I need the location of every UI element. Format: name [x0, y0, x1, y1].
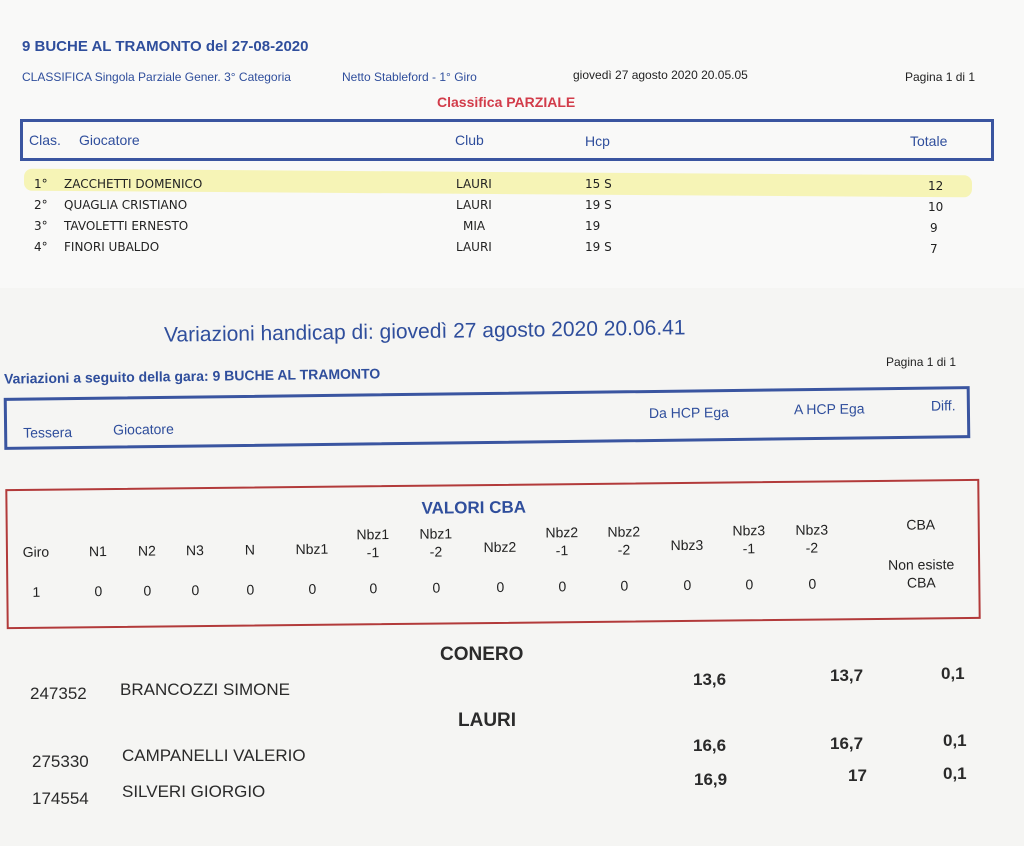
cba-col-header: Nbz3 -1 [732, 522, 766, 557]
col-header-player: Giocatore [79, 132, 140, 148]
rank-pos: 4° [34, 240, 48, 254]
to-hcp: 17 [848, 766, 867, 785]
rank-hcp: 15 S [585, 177, 612, 191]
col-header-diff: Diff. [930, 397, 956, 414]
page-number: Pagina 1 di 1 [905, 70, 976, 84]
rank-club: MIA [463, 219, 486, 233]
card-number: 247352 [30, 684, 87, 703]
cba-col-header: N2 [137, 542, 156, 559]
cba-value: Non esiste CBA [887, 556, 955, 591]
report-format: Netto Stableford - 1° Giro [342, 70, 477, 84]
cba-value: 0 [94, 583, 103, 600]
cba-value: 0 [246, 581, 255, 598]
report-subtitle: CLASSIFICA Singola Parziale Gener. 3° Categoria [22, 70, 291, 84]
hcp-diff: 0,1 [941, 664, 965, 683]
cba-value: 0 [620, 577, 629, 594]
col-header-pos: Clas. [29, 132, 61, 148]
cba-col-header: Nbz2 -1 [545, 524, 579, 559]
rank-player: TAVOLETTI ERNESTO [64, 219, 189, 233]
rank-pos: 3° [34, 219, 48, 233]
rank-player: FINORI UBALDO [64, 240, 160, 254]
col-header-player: Giocatore [113, 420, 174, 438]
cba-value: 0 [308, 580, 317, 597]
card-number: 174554 [32, 789, 89, 808]
card-number: 275330 [32, 752, 89, 771]
cba-values-box [5, 479, 980, 629]
cba-title: VALORI CBA [421, 497, 527, 518]
table-header-box [20, 119, 994, 161]
from-hcp: 13,6 [693, 670, 727, 689]
rank-total: 12 [928, 179, 944, 193]
club-name: CONERO [440, 644, 524, 665]
cba-col-header: Nbz1 -2 [419, 525, 453, 560]
from-hcp: 16,6 [693, 736, 727, 755]
cba-value: 0 [496, 578, 505, 595]
cba-col-header: Nbz3 -2 [795, 521, 829, 556]
club-name: LAURI [458, 710, 517, 731]
col-header-to-hcp: A HCP Ega [793, 400, 865, 418]
sheet-classifica [0, 0, 1024, 292]
col-header-card: Tessera [23, 424, 73, 441]
report-title: 9 BUCHE AL TRAMONTO del 27-08-2020 [22, 38, 309, 55]
cba-value: 0 [558, 578, 567, 595]
rank-club: LAURI [456, 177, 492, 191]
rank-club: LAURI [456, 240, 492, 254]
col-header-club: Club [455, 132, 484, 148]
report-datetime: giovedì 27 agosto 2020 20.05.05 [573, 68, 748, 82]
col-header-total: Totale [910, 133, 948, 149]
cba-col-header: N1 [88, 543, 107, 560]
rank-total: 7 [930, 242, 938, 256]
cba-col-header: Giro [22, 543, 50, 560]
rank-total: 10 [928, 200, 944, 214]
variations-header-box [4, 386, 971, 450]
to-hcp: 13,7 [830, 666, 864, 685]
cba-value: 0 [745, 576, 754, 593]
cba-col-header: Nbz2 -2 [607, 523, 641, 558]
rank-player: QUAGLIA CRISTIANO [64, 198, 188, 212]
section-title: Classifica PARZIALE [437, 94, 576, 110]
sheet-variazioni [0, 288, 1024, 846]
cba-value: 0 [808, 575, 817, 592]
rank-hcp: 19 S [585, 198, 612, 212]
rank-player: ZACCHETTI DOMENICO [64, 177, 203, 191]
cba-col-header: Nbz1 [295, 540, 329, 558]
from-hcp: 16,9 [694, 770, 728, 789]
cba-value: 0 [432, 579, 441, 596]
cba-col-header: Nbz2 [483, 538, 517, 556]
cba-col-header: N [244, 541, 256, 558]
rank-total: 9 [930, 221, 938, 235]
rank-hcp: 19 [585, 219, 601, 233]
cba-col-header: N3 [185, 542, 204, 559]
cba-value: 0 [191, 582, 200, 599]
rank-pos: 2° [34, 198, 48, 212]
cba-col-header: CBA [906, 516, 936, 533]
to-hcp: 16,7 [830, 734, 864, 753]
player-name: BRANCOZZI SIMONE [120, 680, 291, 699]
rank-club: LAURI [456, 198, 492, 212]
cba-value: 1 [32, 583, 41, 600]
hcp-diff: 0,1 [943, 764, 967, 783]
variations-subtitle: Variazioni a seguito della gara: 9 BUCHE AL TRAMONTO [3, 365, 381, 387]
rank-pos: 1° [34, 177, 48, 191]
rank-hcp: 19 S [585, 240, 612, 254]
variations-title: Variazioni handicap di: giovedì 27 agosto 2020 20.06.41 [163, 316, 686, 347]
cba-value: 0 [143, 582, 152, 599]
page-number: Pagina 1 di 1 [886, 355, 957, 369]
col-header-hcp: Hcp [585, 133, 610, 149]
hcp-diff: 0,1 [943, 731, 967, 750]
col-header-from-hcp: Da HCP Ega [648, 404, 729, 422]
cba-col-header: Nbz3 [670, 536, 704, 554]
cba-value: 0 [369, 580, 378, 597]
cba-col-header: Nbz1 -1 [356, 526, 390, 561]
player-name: SILVERI GIORGIO [122, 782, 266, 801]
cba-value: 0 [683, 576, 692, 594]
player-name: CAMPANELLI VALERIO [122, 746, 306, 765]
